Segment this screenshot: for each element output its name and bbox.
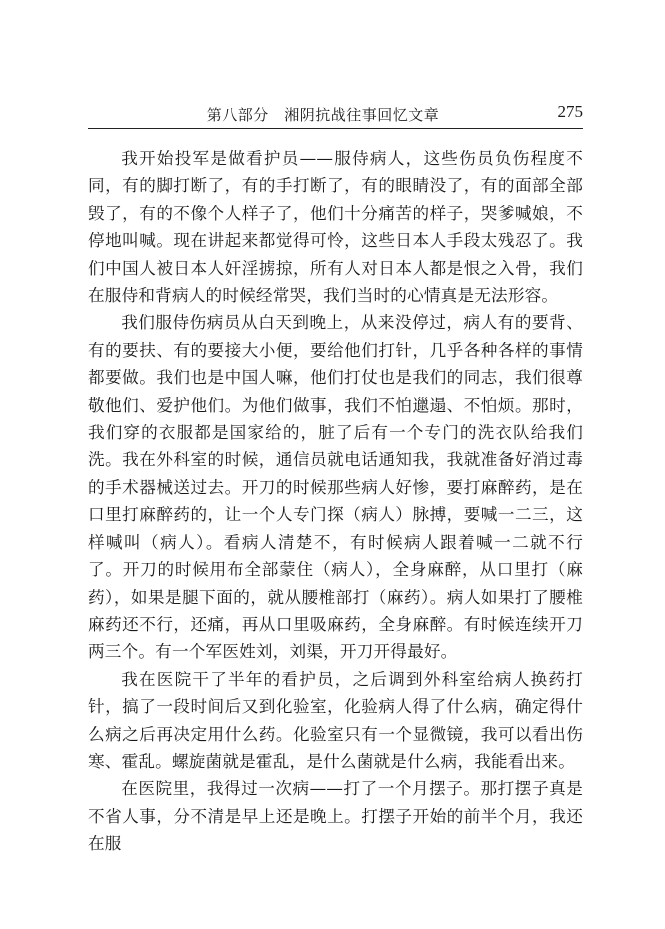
paragraph: 我们服侍伤病员从白天到晚上，从来没停过，病人有的要背、有的要扶、有的要接大小便，要给他们打针，几乎各种各样的事情都要做。我们也是中国人嘛，他们打仗也是我们的同志，我们很尊敬他们、爱护他们。为他们做事，我们不怕邋遢、不怕烦。那时，我们穿的衣服都是国家给的，脏了后有一个专门的洗衣队给我们洗。我在外科室的时候，通信员就电话通知我，我就准备好消过毒的手术器械送过去。开刀的时候那些病人好惨，要打麻醉药，是在口里打麻醉药的，让一个人专门探（病人）脉搏，要喊一二三，这样喊叫（病人）。看病人清楚不，有时候病人跟着喊一二就不行了。开刀的时候用布全部蒙住（病人），全身麻醉，从口里打（麻药），如果是腿下面的，就从腰椎部打（麻药）。病人如果打了腰椎麻药还不行，还痛，再从口里吸麻药，全身麻醉。有时候连续开刀两三个。有一个军医姓刘，刘渠，开刀开得最好。 [88,313,583,662]
body-text [88,145,583,858]
chapter-title: 第八部分 湘阴抗战往事回忆文章 [206,106,440,124]
paragraph: 在医院里，我得过一次病——打了一个月摆子。那打摆子真是不省人事，分不清是早上还是晚上。打摆子开始的前半个月，我还在服 [88,779,583,854]
header-rule [88,128,583,129]
paragraph: 我在医院干了半年的看护员，之后调到外科室给病人换药打针，搞了一段时间后又到化验室，化验病人得了什么病，确定得什么病之后再决定用什么药。化验室只有一个显微镜，我可以看出伤寒、霍乱。螺旋菌就是霍乱，是什么菌就是什么病，我能看出来。 [88,669,583,771]
page-number: 275 [557,102,583,121]
running-head [88,102,583,126]
paragraph: 我开始投军是做看护员——服侍病人，这些伤员负伤程度不同，有的脚打断了，有的手打断了，有的眼睛没了，有的面部全部毁了，有的不像个人样子了，他们十分痛苦的样子，哭爹喊娘，不停地叫喊。现在讲起来都觉得可怜，这些日本人手段太残忍了。我们中国人被日本人奸淫掳掠，所有人对日本人都是恨之入骨，我们在服侍和背病人的时候经常哭，我们当时的心情真是无法形容。 [88,149,583,306]
